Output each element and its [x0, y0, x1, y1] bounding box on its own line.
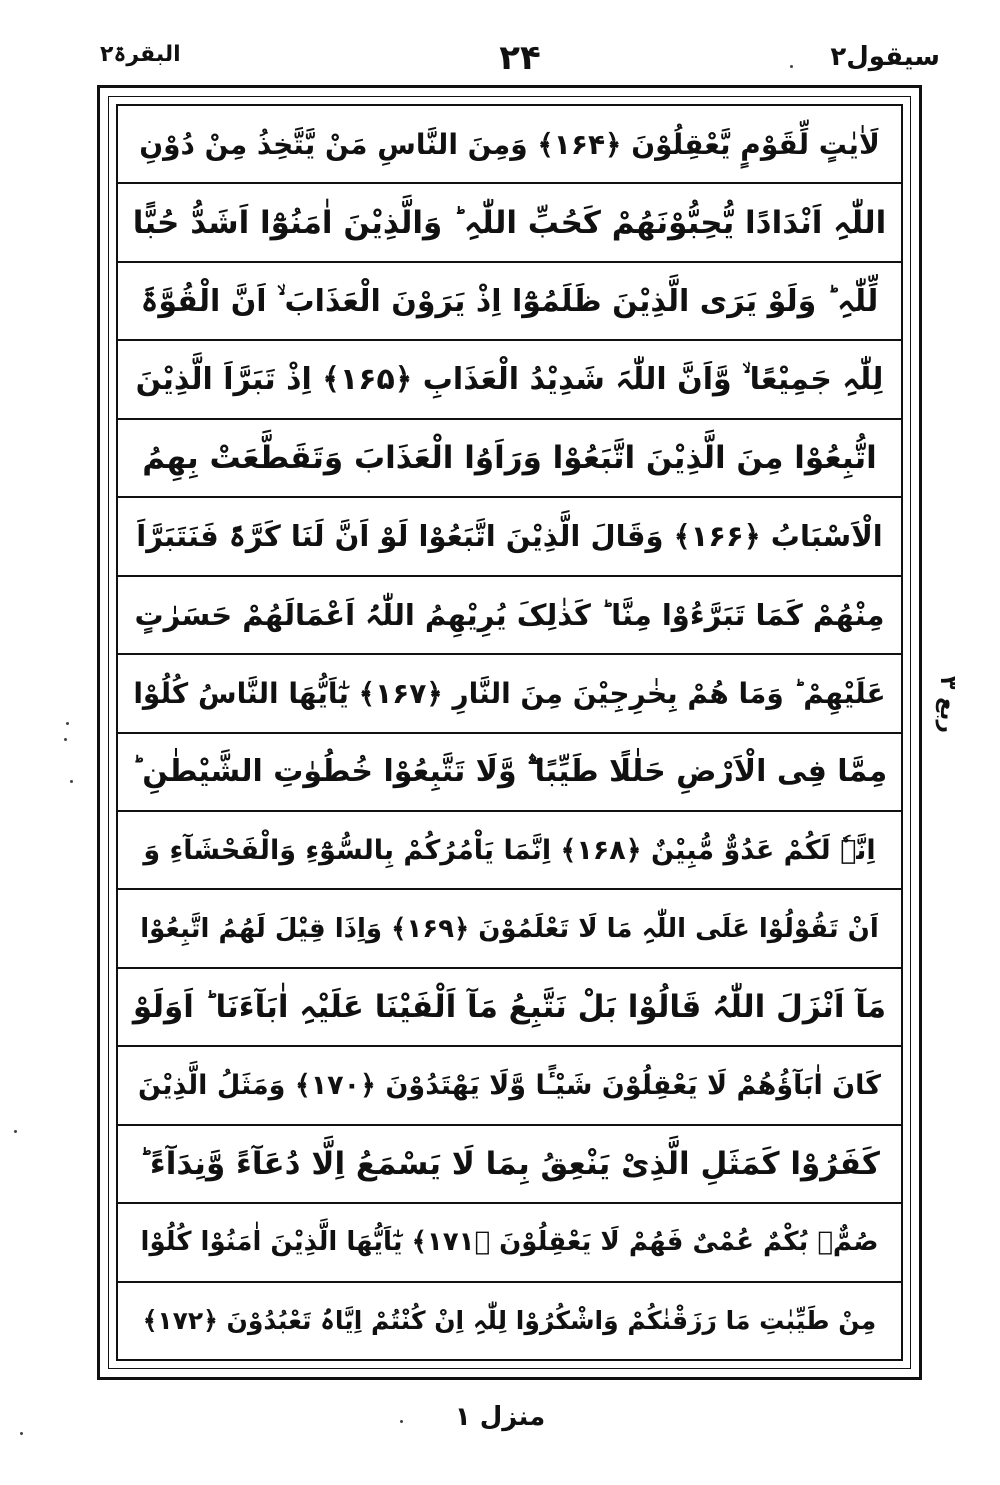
text-line-6: الْاَسْبَابُ ﴿۱۶۶﴾ وَقَالَ الَّذِیْنَ اتَّبَعُوْا لَوْ اَنَّ لَنَا کَرَّۃً فَنَتَبَرَّاَ	[118, 498, 901, 576]
page-number: ۲۴	[499, 38, 541, 78]
ruku-margin-marker: ربع ۳	[935, 676, 960, 734]
text-line-7: مِنْھُمْ کَمَا تَبَرَّءُوْا مِنَّا ؕ کَذٰلِکَ یُرِیْھِمُ اللّٰہُ اَعْمَالَھُمْ حَسَرٰتٍ	[118, 577, 901, 655]
text-line-9: مِمَّا فِی الْاَرْضِ حَلٰلًا طَیِّبًا ۫ۖ وَّلَا تَتَّبِعُوْا خُطُوٰتِ الشَّیْطٰنِ ؕ	[118, 734, 901, 812]
text-line-8: عَلَیْھِمْ ؕ وَمَا ھُمْ بِخٰرِجِیْنَ مِنَ النَّارِ ﴿۱۶۷﴾ یٰٓاَیُّھَا النَّاسُ کُلُوْا	[118, 655, 901, 733]
scan-speck	[790, 65, 793, 68]
manzil-footer: منزل ۱	[454, 1402, 546, 1432]
quran-text-block	[116, 104, 903, 1361]
text-line-2: اللّٰہِ اَنْدَادًا یُّحِبُّوْنَھُمْ کَحُبِّ اللّٰہِ ؕ وَالَّذِیْنَ اٰمَنُوْٓا اَشَدُّ حُبًّا	[118, 184, 901, 262]
surah-name: البقرۃ۲	[100, 42, 181, 67]
scan-speck	[20, 1432, 23, 1435]
scan-speck	[14, 1130, 17, 1133]
text-line-10: اِنَّہٗ لَکُمْ عَدُوٌّ مُّبِیْنٌ ﴿۱۶۸﴾ اِنَّمَا یَاْمُرُکُمْ بِالسُّوْٓءِ وَالْفَحْشَآءِ وَ	[118, 812, 901, 890]
page-header	[100, 38, 940, 82]
scan-speck	[400, 1420, 403, 1423]
text-line-16: مِنْ طَیِّبٰتِ مَا رَزَقْنٰکُمْ وَاشْکُرُوْا لِلّٰہِ اِنْ کُنْتُمْ اِیَّاہُ تَعْبُدُوْنَ ﴿۱۷۲﴾	[142, 1306, 877, 1336]
text-line-4: لِلّٰہِ جَمِیْعًا ۙ وَّاَنَّ اللّٰہَ شَدِیْدُ الْعَذَابِ ﴿۱۶۵﴾ اِذْ تَبَرَّاَ الَّذِیْنَ	[118, 341, 901, 419]
text-line-5: اتُّبِعُوْا مِنَ الَّذِیْنَ اتَّبَعُوْا وَرَاَوُا الْعَذَابَ وَتَقَطَّعَتْ بِھِمُ	[118, 420, 901, 498]
para-name: سیقول۲	[830, 42, 940, 72]
text-line-15: صُمٌّۢ بُکْمٌ عُمْیٌ فَھُمْ لَا یَعْقِلُوْنَ ﴿۱۷۱﴾ یٰٓاَیُّھَا الَّذِیْنَ اٰمَنُوْا کُلُوْا	[118, 1204, 901, 1282]
text-line-1: لَاٰیٰتٍ لِّقَوْمٍ یَّعْقِلُوْنَ ﴿۱۶۴﴾ وَمِنَ النَّاسِ مَنْ یَّتَّخِذُ مِنْ دُوْنِ	[118, 106, 901, 184]
text-line-14: کَفَرُوْا کَمَثَلِ الَّذِیْ یَنْعِقُ بِمَا لَا یَسْمَعُ اِلَّا دُعَآءً وَّنِدَآءً ؕ	[118, 1126, 901, 1204]
scan-speck	[64, 738, 67, 741]
text-line-3: لِّلّٰہِ ؕ وَلَوْ یَرَی الَّذِیْنَ ظَلَمُوْٓا اِذْ یَرَوْنَ الْعَذَابَ ۙ اَنَّ الْقُوَّۃَ	[118, 263, 901, 341]
text-line-11: اَنْ تَقُوْلُوْا عَلَی اللّٰہِ مَا لَا تَعْلَمُوْنَ ﴿۱۶۹﴾ وَاِذَا قِیْلَ لَھُمُ اتَّبِعُوْا	[118, 890, 901, 968]
scan-speck	[70, 780, 73, 783]
scan-speck	[66, 722, 69, 725]
text-line-12: مَآ اَنْزَلَ اللّٰہُ قَالُوْا بَلْ نَتَّبِعُ مَآ اَلْفَیْنَا عَلَیْہِ اٰبَآءَنَا ؕ اَوَلَوْ	[118, 969, 901, 1047]
text-line-13: کَانَ اٰبَآؤُھُمْ لَا یَعْقِلُوْنَ شَیْـًٔا وَّلَا یَھْتَدُوْنَ ﴿۱۷۰﴾ وَمَثَلُ الَّذِیْنَ	[118, 1047, 901, 1125]
